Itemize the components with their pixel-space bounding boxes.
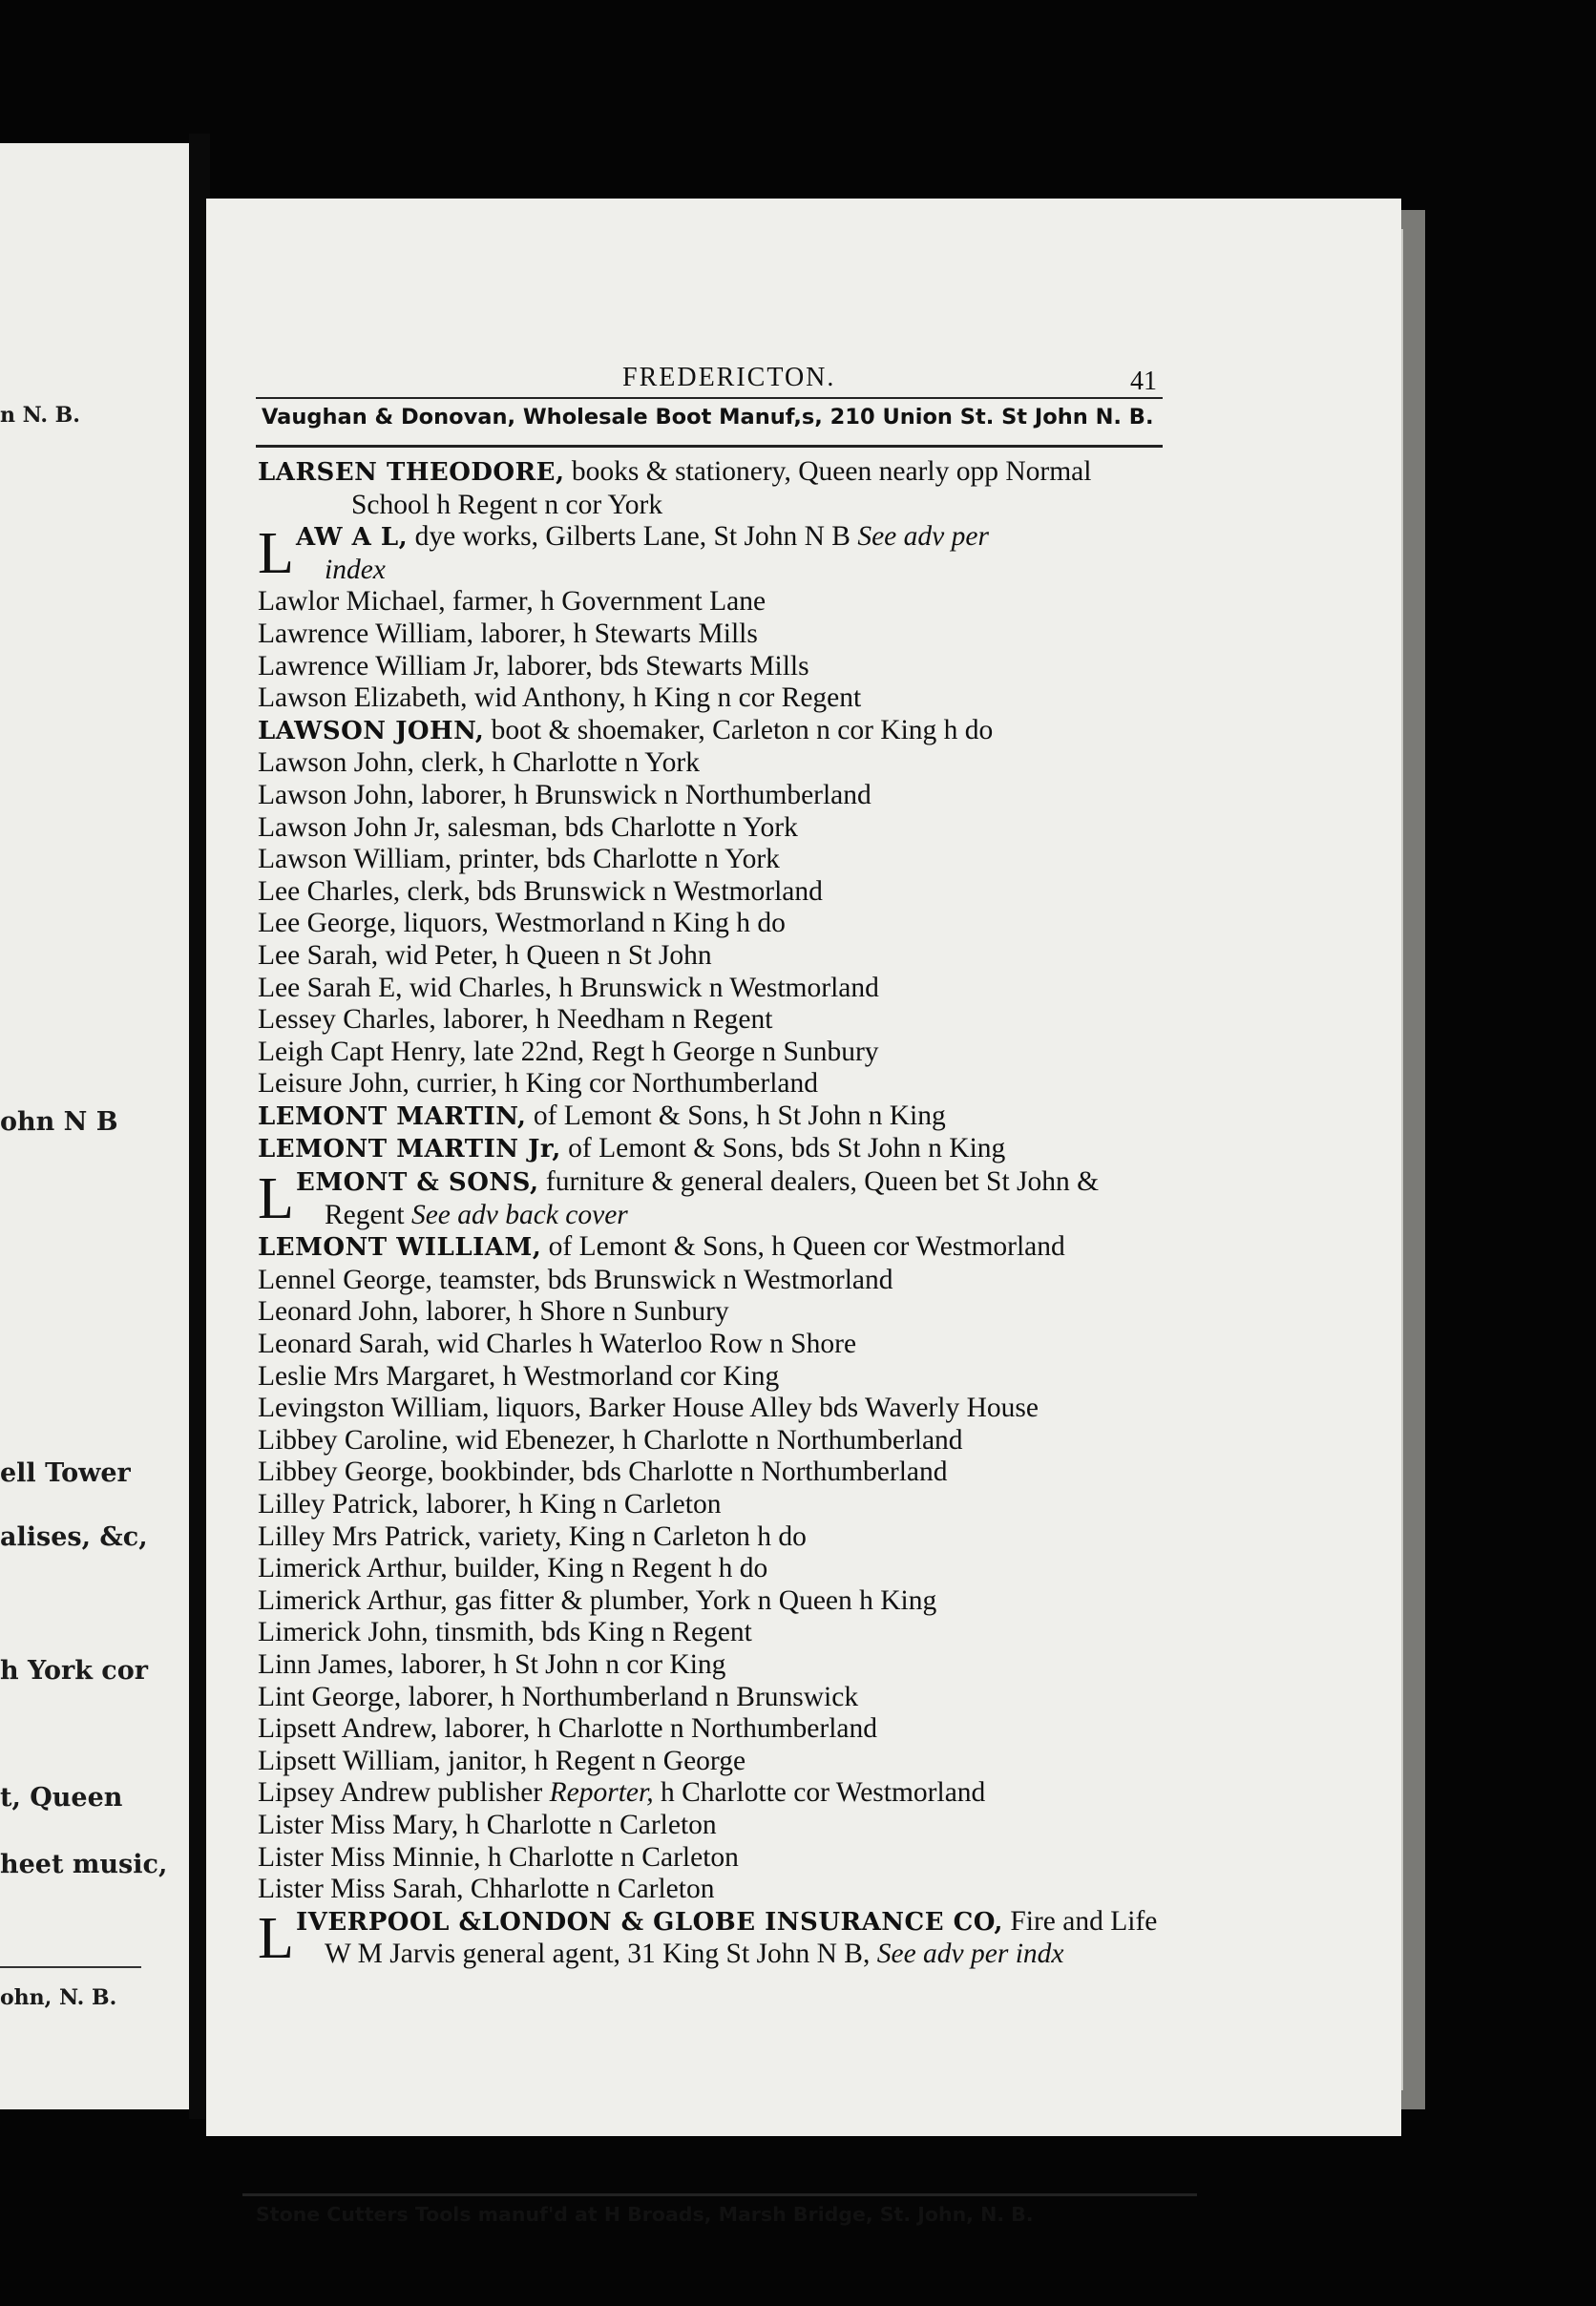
facing-page-fragment: heet music, bbox=[0, 1850, 168, 1879]
directory-entry: Lawlor Michael, farmer, h Government Lane bbox=[258, 586, 766, 618]
facing-page-fragment: ell Tower bbox=[0, 1458, 131, 1488]
directory-entry: Leisure John, currier, h King cor Northumberland bbox=[258, 1068, 819, 1100]
drop-cap-letter: L bbox=[258, 1905, 294, 1971]
directory-entry: Lee Sarah, wid Peter, h Queen n St John bbox=[258, 939, 712, 971]
footer-advertisement: Stone Cutters Tools manuf'd at H Broads, Marsh Bridge, St. John, N. B. bbox=[256, 2203, 1034, 2226]
directory-page bbox=[206, 199, 1401, 2226]
drop-cap-letter: L bbox=[258, 1166, 294, 1232]
page-number: 41 bbox=[1130, 367, 1157, 396]
directory-entry: Lawson Elizabeth, wid Anthony, h King n cor Regent bbox=[258, 682, 862, 714]
directory-entry: Lessey Charles, laborer, h Needham n Regent bbox=[258, 1004, 773, 1036]
directory-entry: Libbey George, bookbinder, bds Charlotte n Northumberland bbox=[258, 1457, 948, 1488]
directory-entries bbox=[258, 456, 1384, 1971]
directory-entry: Leigh Capt Henry, late 22nd, Regt h George n Sunbury bbox=[258, 1036, 879, 1067]
directory-entry: Levingston William, liquors, Barker House Alley bds Waverly House bbox=[258, 1393, 1039, 1424]
directory-entry: LEMONT WILLIAM, of Lemont & Sons, h Queen cor Westmorland bbox=[258, 1231, 1065, 1263]
header-rule bbox=[256, 397, 1163, 399]
directory-entry: Lipsey Andrew publisher Reporter, h Charlotte cor Westmorland bbox=[258, 1777, 986, 1809]
directory-entry: LARSEN THEODORE, books & stationery, Queen nearly opp Normal bbox=[258, 456, 1092, 487]
facing-page-fragment: h York cor bbox=[0, 1656, 148, 1686]
facing-page-fragment: ohn, N. B. bbox=[0, 1985, 117, 2010]
facing-page bbox=[0, 143, 189, 2109]
facing-page-fragment: ohn N B bbox=[0, 1107, 118, 1137]
footer-rule bbox=[242, 2193, 1197, 2196]
directory-entry: Lennel George, teamster, bds Brunswick n Westmorland bbox=[258, 1264, 893, 1295]
directory-entry-drop-cap: L AW A L, dye works, Gilberts Lane, St John N B See adv per index bbox=[258, 521, 989, 587]
facing-page-fragment: alises, &c, bbox=[0, 1522, 148, 1552]
drop-cap-letter: L bbox=[258, 521, 294, 587]
directory-entry: Lilley Mrs Patrick, variety, King n Carleton h do bbox=[258, 1520, 807, 1552]
directory-entry: Limerick John, tinsmith, bds King n Regent bbox=[258, 1617, 752, 1648]
directory-entry: Lawson John, laborer, h Brunswick n Northumberland bbox=[258, 779, 872, 810]
directory-entry: Lawrence William Jr, laborer, bds Stewarts Mills bbox=[258, 650, 809, 681]
facing-page-fragment: n N. B. bbox=[0, 403, 80, 428]
directory-entry: Lister Miss Sarah, Chharlotte n Carleton bbox=[258, 1874, 715, 1905]
directory-entry: Lawson William, printer, bds Charlotte n York bbox=[258, 844, 780, 875]
directory-entry: Lee Charles, clerk, bds Brunswick n Westmorland bbox=[258, 875, 823, 907]
directory-entry: Leslie Mrs Margaret, h Westmorland cor King bbox=[258, 1360, 780, 1392]
directory-entry: Lee George, liquors, Westmorland n King h do bbox=[258, 908, 786, 939]
directory-entry: Lister Miss Minnie, h Charlotte n Carleton bbox=[258, 1841, 739, 1873]
directory-entry: Lister Miss Mary, h Charlotte n Carleton bbox=[258, 1809, 717, 1840]
directory-entry: Lawrence William, laborer, h Stewarts Mills bbox=[258, 618, 758, 649]
directory-entry: Lawson John Jr, salesman, bds Charlotte n York bbox=[258, 811, 798, 843]
advertising-banner: Vaughan & Donovan, Wholesale Boot Manuf,s, 210 Union St. St John N. B. bbox=[262, 405, 1154, 430]
facing-page-fragment: t, Queen bbox=[0, 1783, 123, 1813]
directory-entry: Leonard Sarah, wid Charles h Waterloo Row n Shore bbox=[258, 1329, 857, 1360]
directory-entry: LEMONT MARTIN Jr, of Lemont & Sons, bds St John n King bbox=[258, 1133, 1006, 1164]
directory-entry: Lee Sarah E, wid Charles, h Brunswick n Westmorland bbox=[258, 972, 879, 1003]
directory-entry-drop-cap: L EMONT & SONS, furniture & general dealers, Queen bet St John & Regent See adv back cover bbox=[258, 1166, 1100, 1232]
directory-entry: Lawson John, clerk, h Charlotte n York bbox=[258, 747, 700, 779]
directory-entry: Leonard John, laborer, h Shore n Sunbury bbox=[258, 1296, 729, 1328]
banner-rule bbox=[256, 445, 1163, 448]
directory-entry: Lint George, laborer, h Northumberland n Brunswick bbox=[258, 1681, 859, 1712]
directory-entry: Libbey Caroline, wid Ebenezer, h Charlotte n Northumberland bbox=[258, 1424, 963, 1456]
page-title: FREDERICTON. bbox=[622, 363, 836, 392]
directory-entry: LAWSON JOHN, boot & shoemaker, Carleton n cor King h do bbox=[258, 714, 994, 745]
directory-entry: Lipsett William, janitor, h Regent n George bbox=[258, 1745, 746, 1776]
directory-entry: Limerick Arthur, builder, King n Regent h do bbox=[258, 1553, 768, 1584]
directory-entry: Lilley Patrick, laborer, h King n Carleton bbox=[258, 1489, 722, 1520]
facing-page-rule bbox=[0, 1966, 141, 1968]
directory-entry: LEMONT MARTIN, of Lemont & Sons, h St John n King bbox=[258, 1100, 946, 1131]
directory-entry-drop-cap: L IVERPOOL &LONDON & GLOBE INSURANCE CO, Fire and Life W M Jarvis general agent, 31 King St John N B, See adv per indx bbox=[258, 1905, 1158, 1971]
directory-entry: Limerick Arthur, gas fitter & plumber, York n Queen h King bbox=[258, 1584, 937, 1616]
directory-entry: Lipsett Andrew, laborer, h Charlotte n Northumberland bbox=[258, 1713, 878, 1745]
directory-entry-continuation: School h Regent n cor York bbox=[351, 489, 663, 520]
directory-entry: Linn James, laborer, h St John n cor King bbox=[258, 1648, 726, 1680]
